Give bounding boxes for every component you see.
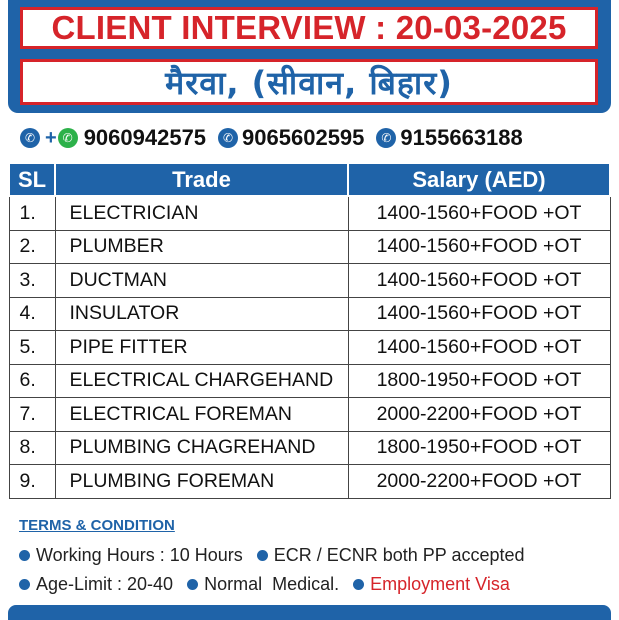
table-row <box>9 264 610 298</box>
terms-row-2 <box>19 574 510 595</box>
row-salary: 1800-1950+FOOD +OT <box>348 431 610 465</box>
phone-number-2[interactable]: 9065602595 <box>242 125 365 150</box>
row-trade: ELECTRICAL FOREMAN <box>55 398 348 432</box>
phone-icon: ✆ <box>376 128 396 148</box>
table-row <box>9 196 610 230</box>
terms-item: Working Hours : 10 Hours <box>36 545 243 565</box>
row-trade: INSULATOR <box>55 297 348 331</box>
row-salary: 1400-1560+FOOD +OT <box>348 297 610 331</box>
column-header-sl: SL <box>9 163 55 196</box>
row-trade: PIPE FITTER <box>55 331 348 365</box>
bullet-icon <box>187 579 198 590</box>
row-trade: DUCTMAN <box>55 264 348 298</box>
location-text: मैरवा, (सीवान, बिहार) <box>165 63 453 102</box>
terms-item-visa: Employment Visa <box>370 574 510 594</box>
row-sl: 3. <box>9 264 55 298</box>
row-trade: PLUMBING CHAGREHAND <box>55 431 348 465</box>
bullet-icon <box>19 579 30 590</box>
phone-icon: ✆ <box>20 128 40 148</box>
column-header-salary: Salary (AED) <box>348 163 610 196</box>
row-sl: 6. <box>9 364 55 398</box>
phone-icon: ✆ <box>218 128 238 148</box>
row-salary: 1400-1560+FOOD +OT <box>348 331 610 365</box>
whatsapp-icon: ✆ <box>58 128 78 148</box>
bullet-icon <box>19 550 30 561</box>
footer-band <box>8 605 611 620</box>
row-trade: ELECTRICIAN <box>55 196 348 230</box>
bullet-icon <box>353 579 364 590</box>
table-row <box>9 297 610 331</box>
phone-number-3[interactable]: 9155663188 <box>400 125 523 150</box>
row-sl: 2. <box>9 230 55 264</box>
title-box <box>20 7 598 49</box>
row-salary: 1400-1560+FOOD +OT <box>348 264 610 298</box>
row-salary: 1800-1950+FOOD +OT <box>348 364 610 398</box>
row-salary: 2000-2200+FOOD +OT <box>348 465 610 499</box>
page-title: CLIENT INTERVIEW : 20-03-2025 <box>51 9 567 46</box>
location-box <box>20 59 598 105</box>
terms-title: TERMS & CONDITION <box>19 517 175 534</box>
jobs-table <box>8 162 611 499</box>
plus-sign: + <box>45 126 57 149</box>
contact-bar <box>20 124 610 152</box>
row-trade: ELECTRICAL CHARGEHAND <box>55 364 348 398</box>
row-sl: 8. <box>9 431 55 465</box>
phone-number-1[interactable]: 9060942575 <box>83 125 207 150</box>
row-salary: 2000-2200+FOOD +OT <box>348 398 610 432</box>
row-sl: 1. <box>9 196 55 230</box>
row-trade: PLUMBING FOREMAN <box>55 465 348 499</box>
terms-item: Normal Medical. <box>204 574 340 594</box>
table-header-row <box>9 163 610 196</box>
table-row <box>9 364 610 398</box>
row-salary: 1400-1560+FOOD +OT <box>348 196 610 230</box>
table-row <box>9 230 610 264</box>
table-row <box>9 465 610 499</box>
terms-row-1 <box>19 545 525 566</box>
row-sl: 7. <box>9 398 55 432</box>
table-row <box>9 431 610 465</box>
bullet-icon <box>257 550 268 561</box>
table-row <box>9 331 610 365</box>
row-sl: 5. <box>9 331 55 365</box>
row-trade: PLUMBER <box>55 230 348 264</box>
table-row <box>9 398 610 432</box>
row-sl: 9. <box>9 465 55 499</box>
terms-item: Age-Limit : 20-40 <box>36 574 174 594</box>
terms-item: ECR / ECNR both PP accepted <box>273 545 525 565</box>
column-header-trade: Trade <box>55 163 348 196</box>
row-sl: 4. <box>9 297 55 331</box>
row-salary: 1400-1560+FOOD +OT <box>348 230 610 264</box>
